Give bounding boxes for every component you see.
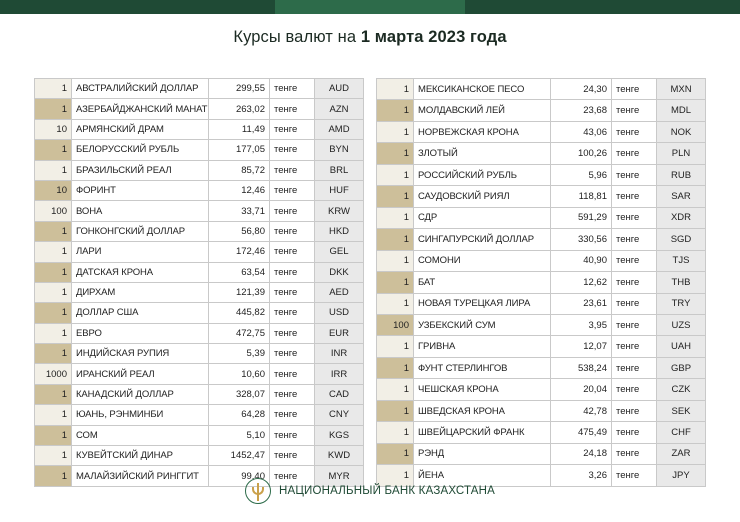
currency-quantity: 1	[35, 282, 72, 302]
currency-name: РЭНД	[414, 443, 551, 464]
table-row	[35, 180, 364, 200]
currency-unit: тенге	[612, 272, 657, 293]
currency-quantity: 1	[35, 99, 72, 119]
currency-code: UAH	[657, 336, 706, 357]
currency-name: ДИРХАМ	[72, 282, 209, 302]
currency-name: ЗЛОТЫЙ	[414, 143, 551, 164]
currency-rate: 121,39	[209, 282, 270, 302]
currency-unit: тенге	[612, 229, 657, 250]
currency-quantity: 1	[377, 400, 414, 421]
currency-rate: 5,39	[209, 344, 270, 364]
currency-unit: тенге	[612, 100, 657, 121]
currency-quantity: 1	[35, 160, 72, 180]
currency-unit: тенге	[612, 314, 657, 335]
currency-unit: тенге	[612, 250, 657, 271]
currency-name: АЗЕРБАЙДЖАНСКИЙ МАНАТ	[72, 99, 209, 119]
currency-unit: тенге	[270, 119, 315, 139]
currency-unit: тенге	[612, 79, 657, 100]
currency-rate: 475,49	[551, 422, 612, 443]
rates-tables	[0, 78, 740, 487]
currency-code: AUD	[315, 79, 364, 99]
currency-rate: 591,29	[551, 207, 612, 228]
table-row	[35, 344, 364, 364]
currency-name: МАЛАЙЗИЙСКИЙ РИНГГИТ	[72, 466, 209, 486]
currency-unit: тенге	[612, 443, 657, 464]
currency-name: ГРИВНА	[414, 336, 551, 357]
currency-rate: 23,61	[551, 293, 612, 314]
page-title	[0, 28, 740, 47]
currency-unit: тенге	[270, 79, 315, 99]
header-band	[0, 0, 740, 14]
currency-code: AMD	[315, 119, 364, 139]
currency-code: INR	[315, 344, 364, 364]
table-row	[377, 229, 706, 250]
currency-unit: тенге	[612, 422, 657, 443]
currency-name: БАТ	[414, 272, 551, 293]
currency-quantity: 1	[35, 466, 72, 486]
currency-code: SGD	[657, 229, 706, 250]
currency-code: THB	[657, 272, 706, 293]
currency-rate: 10,60	[209, 364, 270, 384]
currency-unit: тенге	[270, 384, 315, 404]
currency-rate: 100,26	[551, 143, 612, 164]
currency-code: KWD	[315, 446, 364, 466]
currency-quantity: 1	[377, 143, 414, 164]
currency-unit: тенге	[270, 99, 315, 119]
currency-quantity: 1	[377, 250, 414, 271]
currency-rate: 85,72	[209, 160, 270, 180]
currency-unit: тенге	[270, 344, 315, 364]
currency-rate: 24,30	[551, 79, 612, 100]
currency-name: ЛАРИ	[72, 242, 209, 262]
currency-code: HKD	[315, 221, 364, 241]
currency-rate: 263,02	[209, 99, 270, 119]
currency-rate: 330,56	[551, 229, 612, 250]
currency-rate: 40,90	[551, 250, 612, 271]
currency-name: НОРВЕЖСКАЯ КРОНА	[414, 121, 551, 142]
currency-name: НОВАЯ ТУРЕЦКАЯ ЛИРА	[414, 293, 551, 314]
table-row	[35, 79, 364, 99]
currency-name: СОМОНИ	[414, 250, 551, 271]
currency-code: JPY	[657, 465, 706, 487]
table-row	[377, 400, 706, 421]
currency-code: CNY	[315, 405, 364, 425]
table-row	[35, 405, 364, 425]
table-row	[35, 201, 364, 221]
currency-unit: тенге	[612, 465, 657, 487]
currency-name: ИНДИЙСКАЯ РУПИЯ	[72, 344, 209, 364]
currency-unit: тенге	[270, 262, 315, 282]
table-row	[377, 186, 706, 207]
footer	[0, 478, 740, 504]
currency-rate: 118,81	[551, 186, 612, 207]
table-row	[35, 119, 364, 139]
currency-name: ДОЛЛАР США	[72, 303, 209, 323]
currency-code: DKK	[315, 262, 364, 282]
currency-code: IRR	[315, 364, 364, 384]
currency-rate: 63,54	[209, 262, 270, 282]
table-row	[35, 446, 364, 466]
currency-unit: тенге	[270, 466, 315, 486]
currency-quantity: 1	[377, 207, 414, 228]
table-row	[35, 364, 364, 384]
table-row	[35, 303, 364, 323]
currency-quantity: 1	[35, 262, 72, 282]
header-band-accent	[275, 0, 465, 14]
currency-name: ГОНКОНГСКИЙ ДОЛЛАР	[72, 221, 209, 241]
currency-name: АРМЯНСКИЙ ДРАМ	[72, 119, 209, 139]
table-row	[377, 207, 706, 228]
currency-quantity: 1	[377, 422, 414, 443]
currency-quantity: 1	[377, 272, 414, 293]
currency-name: САУДОВСКИЙ РИЯЛ	[414, 186, 551, 207]
currency-quantity: 1	[377, 79, 414, 100]
currency-unit: тенге	[270, 323, 315, 343]
currency-name: ЧЕШСКАЯ КРОНА	[414, 379, 551, 400]
rates-table-left-body	[35, 79, 364, 487]
currency-unit: тенге	[612, 143, 657, 164]
currency-unit: тенге	[270, 242, 315, 262]
currency-unit: тенге	[270, 364, 315, 384]
table-row	[377, 357, 706, 378]
currency-quantity: 1	[35, 221, 72, 241]
currency-quantity: 10	[35, 119, 72, 139]
currency-rate: 5,96	[551, 164, 612, 185]
currency-quantity: 1	[377, 336, 414, 357]
currency-quantity: 10	[35, 180, 72, 200]
currency-rate: 42,78	[551, 400, 612, 421]
currency-code: CAD	[315, 384, 364, 404]
currency-rate: 5,10	[209, 425, 270, 445]
table-row	[35, 221, 364, 241]
currency-code: SEK	[657, 400, 706, 421]
currency-name: КУВЕЙТСКИЙ ДИНАР	[72, 446, 209, 466]
table-row	[35, 384, 364, 404]
table-row	[377, 314, 706, 335]
currency-quantity: 1	[377, 186, 414, 207]
rates-table-right	[376, 78, 706, 487]
currency-name: ИРАНСКИЙ РЕАЛ	[72, 364, 209, 384]
currency-quantity: 1	[377, 465, 414, 487]
currency-code: KGS	[315, 425, 364, 445]
currency-rate: 172,46	[209, 242, 270, 262]
currency-name: УЗБЕКСКИЙ СУМ	[414, 314, 551, 335]
table-row	[35, 99, 364, 119]
currency-name: КАНАДСКИЙ ДОЛЛАР	[72, 384, 209, 404]
table-row	[377, 79, 706, 100]
currency-code: SAR	[657, 186, 706, 207]
currency-code: MYR	[315, 466, 364, 486]
currency-unit: тенге	[612, 336, 657, 357]
currency-quantity: 1	[377, 121, 414, 142]
currency-code: CHF	[657, 422, 706, 443]
currency-rate: 3,26	[551, 465, 612, 487]
currency-unit: тенге	[612, 186, 657, 207]
currency-unit: тенге	[270, 303, 315, 323]
table-row	[377, 443, 706, 464]
currency-code: USD	[315, 303, 364, 323]
currency-unit: тенге	[612, 293, 657, 314]
currency-rate: 177,05	[209, 140, 270, 160]
currency-name: ФОРИНТ	[72, 180, 209, 200]
currency-rate: 12,46	[209, 180, 270, 200]
currency-rate: 328,07	[209, 384, 270, 404]
currency-quantity: 1	[35, 425, 72, 445]
currency-code: GEL	[315, 242, 364, 262]
currency-rate: 3,95	[551, 314, 612, 335]
currency-code: TRY	[657, 293, 706, 314]
page-title-date: 1 марта 2023 года	[360, 28, 507, 46]
page-title-prefix: Курсы валют на	[233, 28, 361, 46]
currency-unit: тенге	[612, 379, 657, 400]
currency-rate: 23,68	[551, 100, 612, 121]
currency-unit: тенге	[270, 282, 315, 302]
currency-rate: 445,82	[209, 303, 270, 323]
currency-code: GBP	[657, 357, 706, 378]
currency-code: UZS	[657, 314, 706, 335]
currency-unit: тенге	[270, 140, 315, 160]
table-row	[35, 282, 364, 302]
table-row	[377, 100, 706, 121]
currency-unit: тенге	[270, 405, 315, 425]
currency-rate: 538,24	[551, 357, 612, 378]
national-bank-emblem-icon	[245, 478, 271, 504]
rates-table-left	[34, 78, 364, 487]
table-row	[377, 379, 706, 400]
currency-rate: 33,71	[209, 201, 270, 221]
table-row	[377, 164, 706, 185]
currency-rate: 12,07	[551, 336, 612, 357]
currency-rate: 20,04	[551, 379, 612, 400]
currency-name: АВСТРАЛИЙСКИЙ ДОЛЛАР	[72, 79, 209, 99]
currency-unit: тенге	[270, 160, 315, 180]
currency-unit: тенге	[612, 207, 657, 228]
currency-code: AZN	[315, 99, 364, 119]
currency-rate: 299,55	[209, 79, 270, 99]
currency-rate: 43,06	[551, 121, 612, 142]
currency-unit: тенге	[270, 180, 315, 200]
currency-name: БРАЗИЛЬСКИЙ РЕАЛ	[72, 160, 209, 180]
currency-unit: тенге	[270, 446, 315, 466]
currency-code: HUF	[315, 180, 364, 200]
currency-quantity: 1	[35, 140, 72, 160]
table-row	[35, 160, 364, 180]
rates-table-right-body	[377, 79, 706, 487]
currency-unit: тенге	[612, 164, 657, 185]
table-row	[377, 422, 706, 443]
table-row	[35, 323, 364, 343]
currency-quantity: 1	[35, 79, 72, 99]
currency-unit: тенге	[612, 400, 657, 421]
table-row	[377, 250, 706, 271]
currency-unit: тенге	[612, 357, 657, 378]
currency-name: МЕКСИКАНСКОЕ ПЕСО	[414, 79, 551, 100]
currency-name: БЕЛОРУССКИЙ РУБЛЬ	[72, 140, 209, 160]
currency-name: МОЛДАВСКИЙ ЛЕЙ	[414, 100, 551, 121]
table-row	[377, 143, 706, 164]
currency-name: ЕВРО	[72, 323, 209, 343]
currency-code: PLN	[657, 143, 706, 164]
currency-name: РОССИЙСКИЙ РУБЛЬ	[414, 164, 551, 185]
currency-code: RUB	[657, 164, 706, 185]
currency-quantity: 1	[35, 323, 72, 343]
currency-code: AED	[315, 282, 364, 302]
table-row	[377, 336, 706, 357]
currency-name: СОМ	[72, 425, 209, 445]
currency-quantity: 1	[35, 384, 72, 404]
currency-name: ДАТСКАЯ КРОНА	[72, 262, 209, 282]
currency-rate: 12,62	[551, 272, 612, 293]
table-row	[35, 242, 364, 262]
currency-quantity: 1	[35, 344, 72, 364]
footer-label: НАЦИОНАЛЬНЫЙ БАНК КАЗАХСТАНА	[278, 485, 496, 497]
currency-quantity: 1	[377, 164, 414, 185]
currency-quantity: 100	[377, 314, 414, 335]
currency-unit: тенге	[270, 221, 315, 241]
currency-name: СДР	[414, 207, 551, 228]
table-row	[35, 262, 364, 282]
currency-quantity: 1	[377, 293, 414, 314]
currency-quantity: 1	[35, 446, 72, 466]
currency-rate: 11,49	[209, 119, 270, 139]
currency-code: NOK	[657, 121, 706, 142]
currency-quantity: 1	[35, 405, 72, 425]
currency-quantity: 1	[35, 303, 72, 323]
currency-name: ЙЕНА	[414, 465, 551, 487]
table-row	[35, 425, 364, 445]
currency-code: EUR	[315, 323, 364, 343]
currency-code: XDR	[657, 207, 706, 228]
currency-quantity: 1	[377, 443, 414, 464]
currency-rate: 99,40	[209, 466, 270, 486]
currency-name: СИНГАПУРСКИЙ ДОЛЛАР	[414, 229, 551, 250]
currency-code: MDL	[657, 100, 706, 121]
currency-quantity: 1	[377, 100, 414, 121]
currency-name: ШВЕЙЦАРСКИЙ ФРАНК	[414, 422, 551, 443]
currency-code: BYN	[315, 140, 364, 160]
currency-code: KRW	[315, 201, 364, 221]
currency-quantity: 1	[377, 357, 414, 378]
currency-name: ФУНТ СТЕРЛИНГОВ	[414, 357, 551, 378]
currency-rate: 472,75	[209, 323, 270, 343]
currency-quantity: 100	[35, 201, 72, 221]
currency-rate: 1452,47	[209, 446, 270, 466]
currency-unit: тенге	[270, 201, 315, 221]
currency-code: ZAR	[657, 443, 706, 464]
currency-code: MXN	[657, 79, 706, 100]
table-row	[377, 272, 706, 293]
currency-code: CZK	[657, 379, 706, 400]
currency-rate: 64,28	[209, 405, 270, 425]
currency-rate: 24,18	[551, 443, 612, 464]
currency-quantity: 1	[35, 242, 72, 262]
currency-name: ЮАНЬ, РЭНМИНБИ	[72, 405, 209, 425]
table-row	[35, 140, 364, 160]
currency-code: BRL	[315, 160, 364, 180]
currency-quantity: 1000	[35, 364, 72, 384]
currency-unit: тенге	[270, 425, 315, 445]
table-row	[377, 121, 706, 142]
currency-quantity: 1	[377, 379, 414, 400]
currency-name: ШВЕДСКАЯ КРОНА	[414, 400, 551, 421]
currency-name: ВОНА	[72, 201, 209, 221]
currency-code: TJS	[657, 250, 706, 271]
table-row	[377, 293, 706, 314]
currency-rate: 56,80	[209, 221, 270, 241]
currency-unit: тенге	[612, 121, 657, 142]
currency-quantity: 1	[377, 229, 414, 250]
